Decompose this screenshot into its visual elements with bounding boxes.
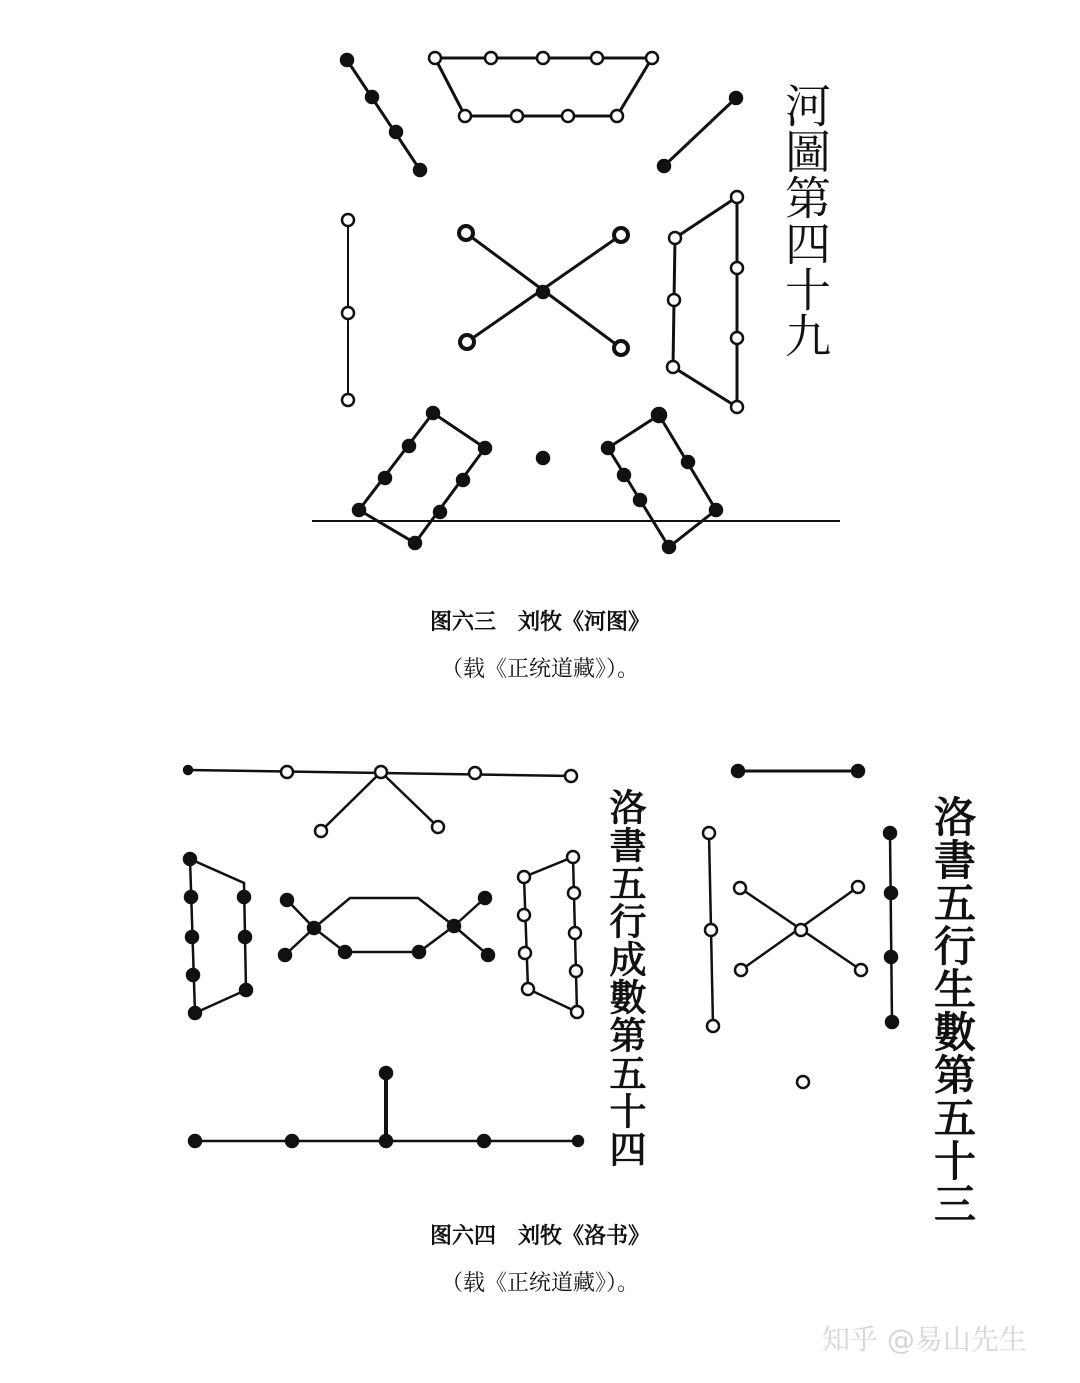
white-dot <box>459 226 473 240</box>
black-dot <box>380 1067 392 1079</box>
black-dot <box>884 827 896 839</box>
shengshu-right-vertical <box>890 833 892 1022</box>
white-dot <box>646 52 658 64</box>
white-dot <box>511 110 523 122</box>
luoshu-shengshu-vertical-title: 洛書五行生數第五十三 <box>928 795 977 1225</box>
black-dot <box>448 920 460 932</box>
black-dot <box>414 164 426 176</box>
black-dot <box>457 474 469 486</box>
black-dot <box>634 494 646 506</box>
white-dot <box>669 232 681 244</box>
white-dot <box>485 52 497 64</box>
black-dot <box>189 1135 201 1147</box>
right-trapezoid-line <box>673 197 737 407</box>
white-dot <box>797 1076 809 1088</box>
black-dot <box>413 946 425 958</box>
black-dot <box>885 887 897 899</box>
white-dot <box>568 887 580 899</box>
white-dot <box>668 294 680 306</box>
luoshu-chengshu-vertical-title: 洛書五行成數第五十四 <box>603 788 647 1168</box>
white-dot <box>795 924 807 936</box>
black-dot <box>682 456 694 468</box>
black-dot <box>186 931 198 943</box>
black-dot <box>886 1016 898 1028</box>
white-dot <box>342 214 354 226</box>
black-dot <box>184 853 196 865</box>
white-dot <box>611 110 623 122</box>
white-dot <box>429 52 441 64</box>
top-right-chain-line <box>664 98 736 166</box>
white-dot <box>562 110 574 122</box>
black-dot <box>885 951 897 963</box>
black-dot <box>238 891 250 903</box>
black-dot <box>187 969 199 981</box>
black-dot <box>240 984 252 996</box>
white-dot <box>567 851 579 863</box>
hetu-caption-source: （载《正统道藏》）。 <box>440 657 639 682</box>
black-dot <box>390 126 402 138</box>
black-dot <box>658 160 670 172</box>
black-dot <box>409 537 421 549</box>
white-dot <box>735 964 747 976</box>
white-dot <box>731 262 743 274</box>
white-dot <box>537 52 549 64</box>
watermark-text: 知乎 @易山先生 <box>822 1323 1027 1356</box>
luoshu-top-fork-right <box>381 772 438 827</box>
white-dot <box>731 332 743 344</box>
white-dot <box>614 341 628 355</box>
black-dot <box>353 504 365 516</box>
white-dot <box>432 821 444 833</box>
white-dot <box>855 964 867 976</box>
luoshu-caption-title: 图六四 刘牧《洛书》 <box>429 1224 650 1249</box>
top-trapezoid-line <box>435 58 652 116</box>
white-dot <box>565 770 577 782</box>
black-dot <box>339 946 351 958</box>
black-dot <box>239 931 251 943</box>
black-dot <box>618 469 630 481</box>
black-dot <box>184 766 192 774</box>
white-dot <box>519 947 531 959</box>
white-dot <box>460 335 474 349</box>
white-dot <box>518 909 530 921</box>
center-dot <box>537 452 549 464</box>
black-dot <box>663 541 675 553</box>
white-dot <box>707 1020 719 1032</box>
white-dot <box>570 965 582 977</box>
black-dot <box>479 442 491 454</box>
hetu-vertical-title: 河圖第四十九 <box>778 82 832 358</box>
black-dot <box>281 894 293 906</box>
white-dot <box>734 882 746 894</box>
black-dot <box>537 286 549 298</box>
white-dot <box>518 871 530 883</box>
white-dot <box>281 766 293 778</box>
white-dot <box>522 983 534 995</box>
black-dot <box>482 949 494 961</box>
white-dot <box>731 401 743 413</box>
black-dot <box>379 472 391 484</box>
white-dot <box>591 52 603 64</box>
black-dot <box>403 440 415 452</box>
black-dot <box>652 408 666 422</box>
white-dot <box>569 927 581 939</box>
luoshu-top-fork-left <box>321 772 381 831</box>
black-dot <box>573 1136 583 1146</box>
black-dot <box>732 765 744 777</box>
top-left-chain-line <box>347 60 420 170</box>
white-dot <box>614 228 628 242</box>
black-dot <box>852 765 864 777</box>
white-dot <box>705 924 717 936</box>
white-dot <box>571 1006 583 1018</box>
black-dot <box>286 1135 298 1147</box>
black-dot <box>434 506 446 518</box>
white-dot <box>703 827 715 839</box>
white-dot <box>342 394 354 406</box>
white-dot <box>459 110 471 122</box>
black-dot <box>366 91 378 103</box>
black-dot <box>479 892 491 904</box>
black-dot <box>185 891 197 903</box>
luoshu-caption-source: （载《正统道藏》）。 <box>440 1271 639 1296</box>
black-dot <box>279 949 291 961</box>
white-dot <box>852 881 864 893</box>
white-dot <box>469 767 481 779</box>
black-dot <box>427 407 439 419</box>
black-dot <box>602 442 614 454</box>
white-dot <box>342 307 354 319</box>
black-dot <box>189 1007 201 1019</box>
white-dot <box>375 766 387 778</box>
white-dot <box>731 191 743 203</box>
white-dot <box>667 361 679 373</box>
black-dot <box>730 92 742 104</box>
black-dot <box>341 54 353 66</box>
black-dot <box>308 922 320 934</box>
black-dot <box>380 1135 392 1147</box>
hetu-caption-title: 图六三 刘牧《河图》 <box>429 610 650 635</box>
black-dot <box>478 1135 490 1147</box>
black-dot <box>710 504 722 516</box>
white-dot <box>315 825 327 837</box>
